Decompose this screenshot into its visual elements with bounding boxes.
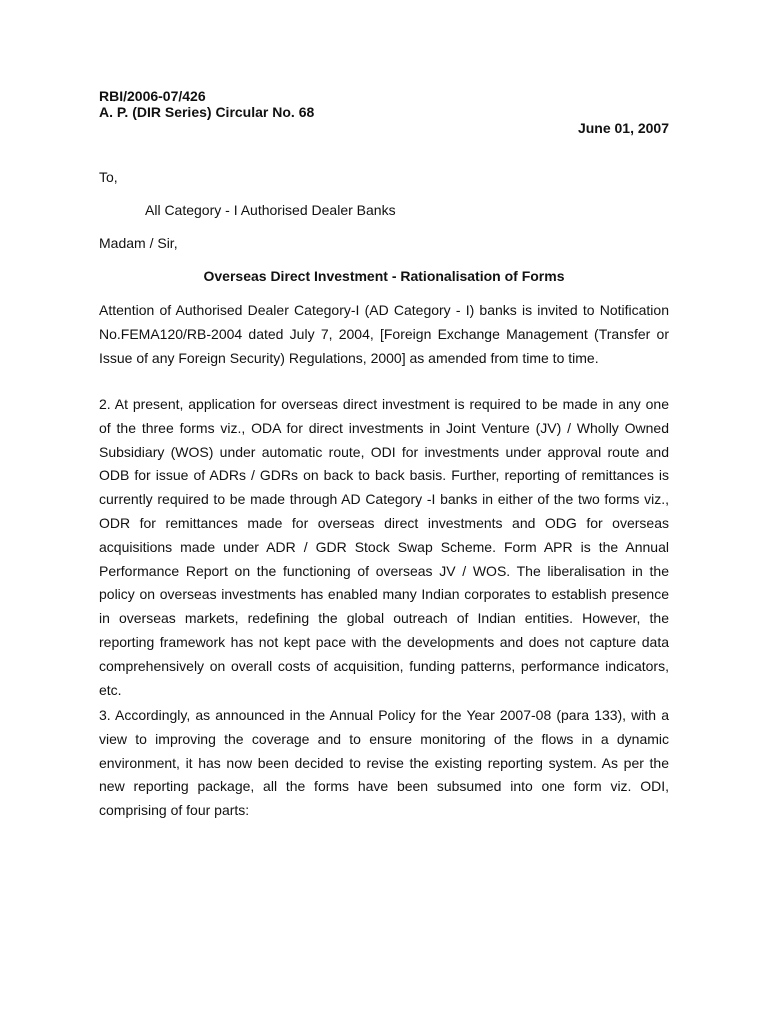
to-line: To, [99, 169, 118, 185]
paragraph-1: Attention of Authorised Dealer Category-I (AD Category - I) banks is invited to Notification No.FEMA120/RB-2004 dated July 7, 2004, [Foreign Exchange Management (Transfer or Issue of any Foreign Security) Regulations, 2000] as amended from time to time. [99, 302, 669, 366]
circular-number: A. P. (DIR Series) Circular No. 68 [99, 104, 315, 120]
addressee: All Category - I Authorised Dealer Banks [145, 202, 396, 218]
paragraph-2: 2. At present, application for overseas direct investment is required to be made in any one of the three forms viz., ODA for direct investments in Joint Venture (JV) / Wholly Owned Subsidiary (WOS) under automatic route, ODI for investments under approval route and ODB for issue of ADRs / GDRs on back to back basis. Further, reporting of remittances is currently required to be made through AD Category -I banks in either of the two forms viz., ODR for remittances made for overseas direct investments and ODG for overseas acquisitions made under ADR / GDR Stock Swap Scheme. Form APR is the Annual Performance Report on the functioning of overseas JV / WOS. The liberalisation in the policy on overseas investments has enabled many Indian corporates to establish presence in overseas markets, redefining the global outreach of Indian entities. However, the reporting framework has not kept pace with the developments and does not capture data comprehensively on overall costs of acquisition, funding patterns, performance indicators, etc. [99, 396, 669, 698]
circular-date: June 01, 2007 [577, 120, 669, 136]
paragraph-3: 3. Accordingly, as announced in the Annual Policy for the Year 2007-08 (para 133), with a view to improving the coverage and to ensure monitoring of the flows in a dynamic environment, it has now been decided to revise the existing reporting system. As per the new reporting package, all the forms have been subsumed into one form viz. ODI, comprising of four parts: [99, 707, 669, 819]
reference-number: RBI/2006-07/426 [99, 88, 206, 104]
salutation: Madam / Sir, [99, 235, 178, 251]
subject-heading: Overseas Direct Investment - Rationalisation of Forms [203, 268, 565, 284]
